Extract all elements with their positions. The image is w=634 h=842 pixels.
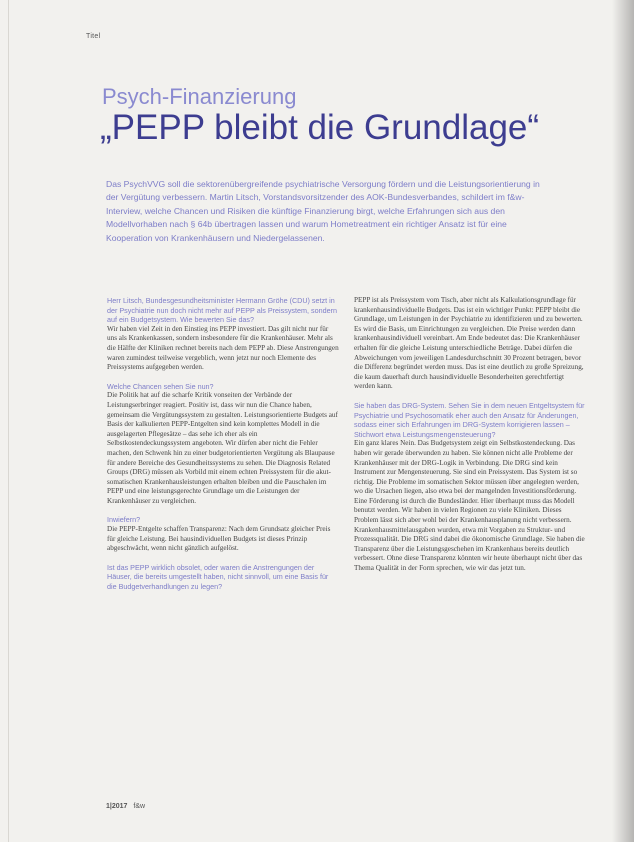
- answer-3: Die PEPP-Entgelte schaffen Transparenz: Nach dem Grundsatz gleicher Preis für gleiche Leistung. Bei hausindividuellen Budgets ist dieses Prinzip abgeschwächt, wenn nicht gänzlich aufgelöst.: [107, 525, 331, 553]
- question-1: Herr Litsch, Bundesgesundheitsminister Hermann Gröhe (CDU) setzt in der Psychiatrie nun doch nicht mehr auf PEPP als Preissystem, sondern auf ein Budgetsystem. Wie bewerten Sie das?: [107, 296, 337, 325]
- answer-5: Ein ganz klares Nein. Das Budgetsystem zeigt ein Selbstkostendeckung. Das haben wir gerade überwunden zu haben. Sie können nicht alle Probleme der Krankenhäuser mit der DRG-Logik in Verbindung. Die DRG sind kein Instrument zur Mengensteuerung. Sie sind ein Preissystem. Das System ist so richtig. Die Probleme im somatischen Sektor müssen über angelegten werden, wo die Ursachen liegen, also etwa bei der mangelnden Investitionsförderung. Eine Förderung ist durch die Bundesländer. Hier überhaupt muss das Modell benutzt werden. Wir haben in vielen Regionen zu viele Kliniken. Dieses Problem lässt sich aber wohl bei der Krankenhausplanung nicht verbessern. Krankenhausmittelausgaben wurden, etwa mit Vorgaben zu Struktur- und Prozessqualität. Die DRG sind dabei die ökonomische Grundlage. Sie haben die Transparenz über die Leistungsgeschehen im Krankenhaus bereits deutlich verbessert. Ohne diese Transparenz könnten wir heute überhaupt nicht über das Thema Qualität in der Form sprechen, wie wir das jetzt tun.: [354, 439, 585, 573]
- question-2: Welche Chancen sehen Sie nun?: [107, 381, 214, 391]
- footer-issue: 1|2017: [106, 803, 128, 810]
- question-3: Inwiefern?: [107, 515, 141, 525]
- right-column: [354, 296, 586, 574]
- answer-2: Die Politik hat auf die scharfe Kritik vonseiten der Verbände der Leistungserbringer reagiert. Positiv ist, dass wir nun die Chance haben, gemeinsam die Vergütungssystem zu gestalten. Leistungsorientierte Budgets auf Basis der kalkulierten PEPP-Entgelten sind kein komplettes Modell in die ausgelagerten Pflegesätze – das sehe ich eher als ein Selbstkostendeckungssystem angeboten. Wir dürfen aber nicht die Fehler machen, den Schwenk hin zu einer budgetorientierten Vergütung als Blaupause für andere Bereiche des Gesundheitssystems zu sehen. Die Diagnosis Related Groups (DRG) müssen als Vorbild mit einem echten Preissystem für die akut-somatischen Krankenhausleistungen erhalten bleiben und die Pauschalen im PEPP und eine leistungsgerechte Grundlage um die Leistungen der Krankenhäuser zu vergleichen.: [107, 391, 338, 505]
- footer-publication: f&w: [133, 803, 146, 810]
- question-4: Ist das PEPP wirklich obsolet, oder waren die Anstrengungen der Häuser, die bereits umgestellt haben, nicht sinnvoll, um eine Basis für die Budgetverhandlungen zu legen?: [107, 562, 329, 592]
- answer-1: Wir haben viel Zeit in den Einstieg ins PEPP investiert. Das gilt nicht nur für uns als Krankenkassen, sondern insbesondere für die Krankenhäuser. Mehr als die Hälfte der Kliniken rechnet bereits nach dem PEPP ab. Diese Anstrengungen waren zumindest teilweise vergeblich, wenn jetzt nur noch Elemente des Preissystems aufgegeben werden.: [107, 324, 339, 372]
- gutter-shadow: [612, 0, 634, 842]
- intro-text: Das PsychVVG soll die sektorenübergreifende psychiatrische Versorgung fördern und die Leistungsorientierung in der Vergütung verbessern. Martin Litsch, Vorstandsvorsitzender des AOK-Bundesverbandes, schildert im f&w-Interview, welche Chancen und Risiken die künftige Finanzierung birgt, welche Erfahrungen sich aus den Modellvorhaben nach § 64b übertragen lassen und warum Hometreatment ein richtiger Ansatz ist für eine Kooperation von Krankenhäusern und Niedergelassenen.: [106, 179, 540, 243]
- page-footer: [106, 803, 145, 810]
- page-edge: [8, 0, 9, 842]
- left-column: [107, 296, 339, 592]
- headline: „PEPP bleibt die Grundlage“: [100, 108, 540, 147]
- section-label: Titel: [86, 33, 101, 40]
- kicker: Psych-Finanzierung: [102, 84, 297, 109]
- answer-4: PEPP ist als Preissystem vom Tisch, aber nicht als Kalkulationsgrundlage für krankenhausindividuelle Budgets. Das ist ein wichtiger Punkt: PEPP bleibt die Grundlage, um Leistungen in der Psychiatrie zu identifizieren und zu bewerten. Es wird die Basis, um Einrichtungen zu vergleichen. Die Preise werden dann krankenhausindividuell vereinbart. Am Ende bedeutet das: Die Krankenhäuser erhalten für die gleiche Leistung unterschiedliche Beträge. Dabei dürfen die Abweichungen vom jeweiligen Landesdurchschnitt 30 Prozent betragen, bevor die Differenz begründet werden muss. Das ist eine deutlich zu große Spreizung, die kaum dauerhaft durch hausindividuelle Besonderheiten gerechtfertigt werden kann.: [354, 296, 584, 391]
- question-5: Sie haben das DRG-System. Sehen Sie in dem neuen Entgeltsystem für Psychiatrie und Psychosomatik eher auch den Ansatz für Änderungen, sodass einer sich Erfahrungen im DRG-System korrigieren lassen – Stichwort etwa Leistungsmengensteuerung?: [354, 400, 585, 439]
